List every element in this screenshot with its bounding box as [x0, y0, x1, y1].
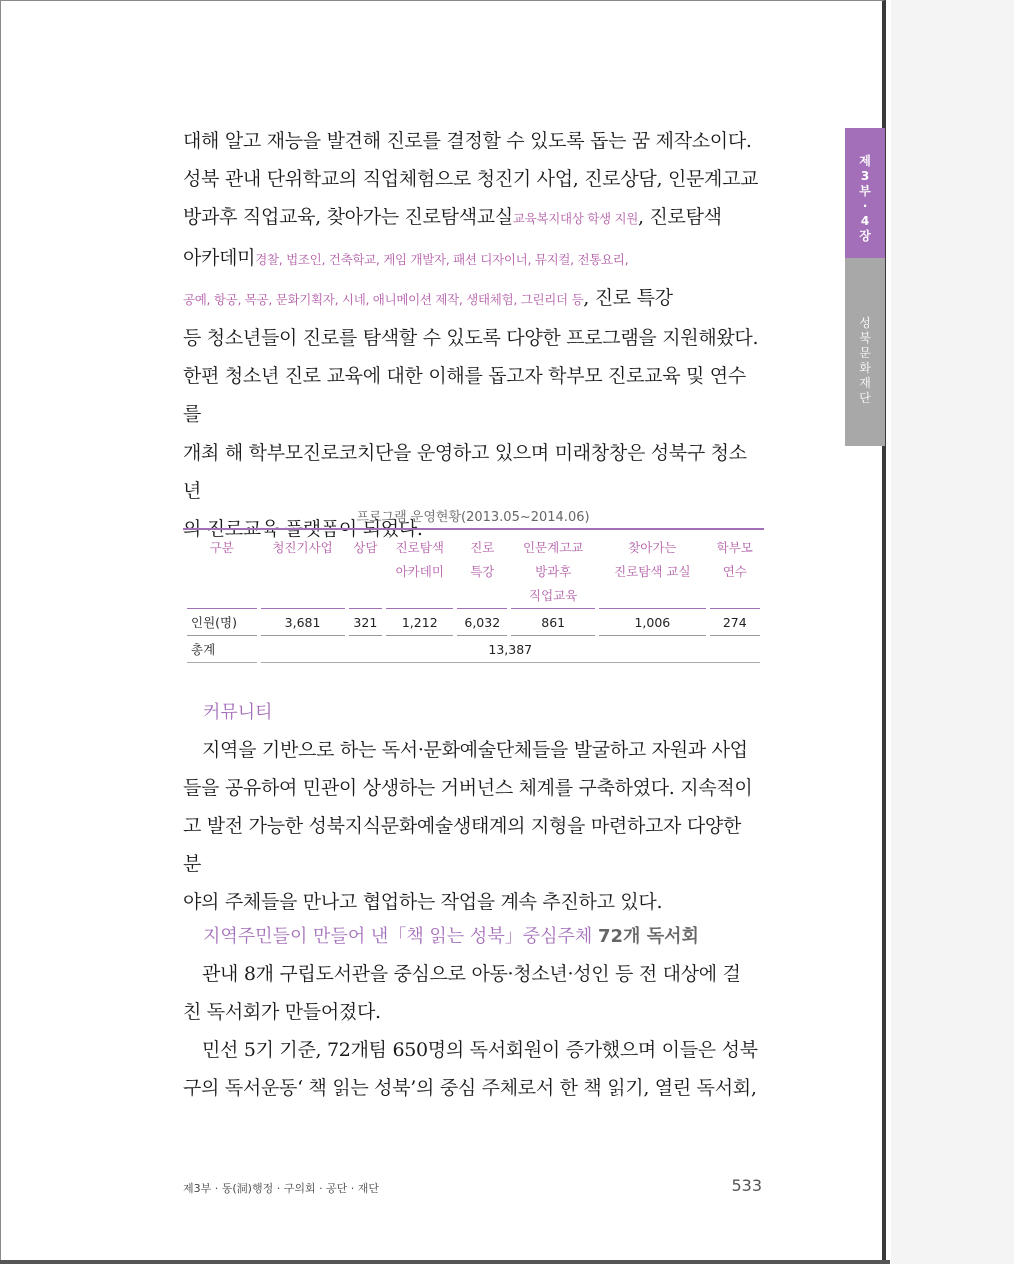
community-paragraph: [183, 731, 763, 921]
org-tab-char: 북: [859, 331, 871, 345]
viewer-background: [891, 0, 1014, 1264]
text-span: 방과후 직업교육, 찾아가는 진로탐색교실: [183, 206, 513, 229]
total-value: 13,387: [261, 636, 760, 663]
community-heading: 커뮤니티: [203, 702, 273, 723]
text-line: 들을 공유하여 민관이 상생하는 거버넌스 체계를 구축하였다. 지속적이: [183, 777, 753, 799]
table-row: [187, 609, 760, 636]
text-span: , 진로탐색: [638, 206, 722, 229]
chapter-tab: [845, 128, 885, 258]
text-line: 등 청소년들이 진로를 탐색할 수 있도록 다양한 프로그램을 지원해왔다.: [183, 327, 759, 350]
table-cell: 1,212: [386, 609, 453, 636]
text-line: 의 진로교육 플랫폼이 되었다.: [183, 518, 423, 541]
total-label: 총계: [187, 636, 257, 663]
inline-note: 교육복지대상 학생 지원: [512, 211, 638, 227]
chapter-tab-char: 장: [859, 229, 871, 243]
org-tab-char: 단: [859, 391, 871, 405]
text-line: [183, 198, 763, 238]
organization-tab: [845, 258, 885, 446]
chapter-tab-char: 부: [859, 184, 871, 198]
header-academy: 진로탐색 아카데미: [386, 530, 453, 609]
table-cell: 321: [349, 609, 383, 636]
text-line: 개최 해 학부모진로코치단을 운영하고 있으며 미래창창은 성북구 청소년: [183, 441, 747, 502]
chapter-tab-char: 3: [860, 169, 870, 183]
header-counseling: 상담: [349, 530, 383, 609]
chapter-tab-char: 제: [859, 154, 871, 168]
org-tab-char: 성: [859, 316, 871, 330]
text-span: 아카데미: [183, 246, 256, 269]
bookclub-heading-strong: 72개 독서회: [598, 926, 699, 947]
header-category: 구분: [187, 530, 257, 609]
bookclub-paragraph: [183, 955, 763, 1107]
table-cell: 3,681: [261, 609, 345, 636]
text-line: [183, 239, 763, 279]
table-cell: 6,032: [457, 609, 507, 636]
inline-note: 경찰, 법조인, 건축학교, 게임 개발자, 패션 디자이너, 뮤지컬, 전통요리,: [255, 251, 629, 267]
inline-note: 공예, 항공, 목공, 문화기획자, 시네, 애니메이션 제작, 생태체험, 그린리더 등: [183, 291, 584, 307]
text-line: 지역을 기반으로 하는 독서·문화예술단체들을 발굴하고 자원과 사업: [202, 739, 748, 761]
header-visiting-class: 찾아가는 진로탐색 교실: [599, 530, 705, 609]
bookclub-heading-text: 지역주민들이 만들어 낸「책 읽는 성북」중심주체: [203, 926, 593, 947]
table-header-row: [187, 530, 760, 609]
org-tab-char: 화: [859, 361, 871, 375]
chapter-tab-char: 4: [860, 214, 870, 228]
text-line: 민선 5기 기준, 72개팀 650명의 독서회원이 증가했으며 이들은 성북: [202, 1039, 758, 1061]
table-cell: 1,006: [599, 609, 705, 636]
bookclub-heading: [203, 922, 699, 948]
org-tab-char: 문: [859, 346, 871, 360]
text-line: 친 독서회가 만들어졌다.: [183, 1001, 381, 1023]
text-line: [183, 279, 763, 319]
text-line: 야의 주체들을 만나고 협업하는 작업을 계속 추진하고 있다.: [183, 891, 663, 913]
header-parent-training: 학부모 연수: [710, 530, 760, 609]
intro-paragraph: [183, 122, 763, 548]
program-table: [183, 528, 764, 663]
text-line: 구의 독서운동‘ 책 읽는 성북’의 중심 주체로서 한 책 읽기, 열린 독서회,: [183, 1077, 757, 1099]
chapter-tab-char: ·: [862, 199, 868, 213]
text-line: 성북 관내 단위학교의 직업체험으로 청진기 사업, 진로상담, 인문계고교: [183, 168, 759, 191]
text-span: , 진로 특강: [583, 286, 673, 309]
row-label: 인원(명): [187, 609, 257, 636]
text-line: 관내 8개 구립도서관을 중심으로 아동·청소년·성인 등 전 대상에 걸: [202, 963, 741, 985]
text-line: 고 발전 가능한 성북지식문화예술생태계의 지형을 마련하고자 다양한 분: [183, 815, 742, 875]
table-total-row: [187, 636, 760, 663]
text-line: 대해 알고 재능을 발견해 진로를 결정할 수 있도록 돕는 꿈 제작소이다.: [183, 130, 752, 152]
table-cell: 861: [511, 609, 595, 636]
page-shadow: [0, 1260, 890, 1264]
page-number: 533: [731, 1176, 762, 1195]
text-line: 한편 청소년 진로 교육에 대한 이해를 돕고자 학부모 진로교육 및 연수를: [183, 365, 746, 426]
header-vocational: 인문계고교 방과후 직업교육: [511, 530, 595, 609]
header-stethoscope: 청진기사업: [261, 530, 345, 609]
table-cell: 274: [710, 609, 760, 636]
header-lecture: 진로 특강: [457, 530, 507, 609]
footer-section-title: 제3부 · 동(洞)행정 · 구의회 · 공단 · 재단: [183, 1182, 380, 1195]
org-tab-char: 재: [859, 376, 871, 390]
table-title: 프로그램 운영현황(2013.05~2014.06): [356, 510, 590, 525]
